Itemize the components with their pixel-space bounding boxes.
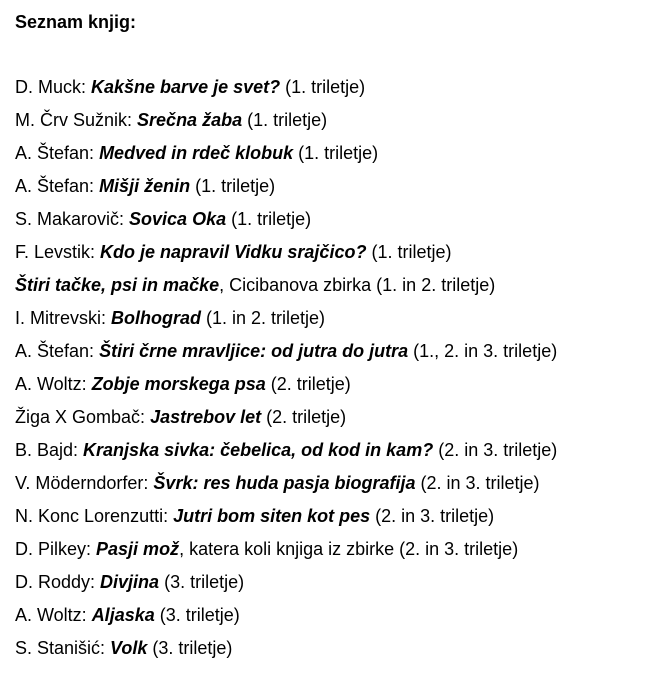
book-note: (3. triletje)	[159, 572, 245, 592]
book-author: A. Štefan:	[15, 341, 100, 361]
list-item	[15, 306, 557, 339]
book-note: (1. triletje)	[226, 209, 312, 229]
book-title: Kakšne barve je svet?	[91, 77, 281, 97]
book-title: Sovica Oka	[129, 209, 227, 229]
book-title: Jastrebov let	[150, 407, 262, 427]
list-item	[15, 504, 557, 537]
book-title: Zobje morskega psa	[91, 374, 266, 394]
book-note: (2. in 3. triletje)	[370, 506, 495, 526]
book-title: Volk	[110, 638, 148, 658]
book-author: A. Štefan:	[15, 143, 100, 163]
book-author: N. Konc Lorenzutti:	[15, 506, 174, 526]
list-item	[15, 570, 557, 603]
book-note: (1. triletje)	[366, 242, 452, 262]
list-item	[15, 537, 557, 570]
book-title: Divjina	[100, 572, 160, 592]
list-item	[15, 405, 557, 438]
list-item	[15, 636, 557, 669]
book-note: (2. triletje)	[261, 407, 347, 427]
book-title: Mišji ženin	[99, 176, 191, 196]
book-note: (1. in 2. triletje)	[201, 308, 326, 328]
book-author: F. Levstik:	[15, 242, 101, 262]
book-author: A. Woltz:	[15, 374, 92, 394]
book-title: Štiri črne mravljice: od jutra do jutra	[99, 341, 409, 361]
book-author: D. Roddy:	[15, 572, 101, 592]
book-author: S. Makarovič:	[15, 209, 130, 229]
list-item	[15, 603, 557, 636]
book-author: S. Stanišić:	[15, 638, 111, 658]
book-note: (1. triletje)	[280, 77, 366, 97]
book-title: Štiri tačke, psi in mačke	[15, 275, 220, 295]
list-item	[15, 273, 557, 306]
book-author: I. Mitrevski:	[15, 308, 112, 328]
list-item	[15, 174, 557, 207]
book-title: Švrk: res huda pasja biografija	[153, 473, 416, 493]
book-note: , katera koli knjiga iz zbirke (2. in 3. triletje)	[179, 539, 519, 559]
book-note: (3. triletje)	[147, 638, 233, 658]
page-title: Seznam knjig:	[15, 12, 137, 32]
book-author: B. Bajd:	[15, 440, 84, 460]
book-note: (1. triletje)	[190, 176, 276, 196]
book-list	[15, 75, 557, 669]
book-author: A. Woltz:	[15, 605, 92, 625]
list-item	[15, 75, 557, 108]
list-item	[15, 108, 557, 141]
book-author: M. Črv Sužnik:	[15, 110, 138, 130]
book-title: Bolhograd	[111, 308, 202, 328]
book-title: Medved in rdeč klobuk	[99, 143, 294, 163]
book-author: Žiga X Gombač:	[15, 407, 151, 427]
book-note: (2. triletje)	[265, 374, 351, 394]
list-item	[15, 471, 557, 504]
book-note: (3. triletje)	[154, 605, 240, 625]
book-note: (1. triletje)	[242, 110, 328, 130]
book-title: Aljaska	[91, 605, 155, 625]
book-title: Srečna žaba	[137, 110, 243, 130]
list-item	[15, 240, 557, 273]
book-note: (2. in 3. triletje)	[433, 440, 558, 460]
list-item	[15, 438, 557, 471]
book-author: D. Muck:	[15, 77, 92, 97]
book-note: (2. in 3. triletje)	[415, 473, 540, 493]
book-title: Jutri bom siten kot pes	[173, 506, 371, 526]
book-author: V. Möderndorfer:	[15, 473, 154, 493]
list-item	[15, 141, 557, 174]
book-author: D. Pilkey:	[15, 539, 97, 559]
book-author: A. Štefan:	[15, 176, 100, 196]
book-note: (1. triletje)	[293, 143, 379, 163]
book-title: Kranjska sivka: čebelica, od kod in kam?	[83, 440, 434, 460]
book-title: Pasji mož	[96, 539, 180, 559]
book-note: (1., 2. in 3. triletje)	[408, 341, 558, 361]
list-item	[15, 207, 557, 240]
list-item	[15, 372, 557, 405]
book-note: , Cicibanova zbirka (1. in 2. triletje)	[219, 275, 496, 295]
book-title: Kdo je napravil Vidku srajčico?	[100, 242, 367, 262]
list-item	[15, 339, 557, 372]
